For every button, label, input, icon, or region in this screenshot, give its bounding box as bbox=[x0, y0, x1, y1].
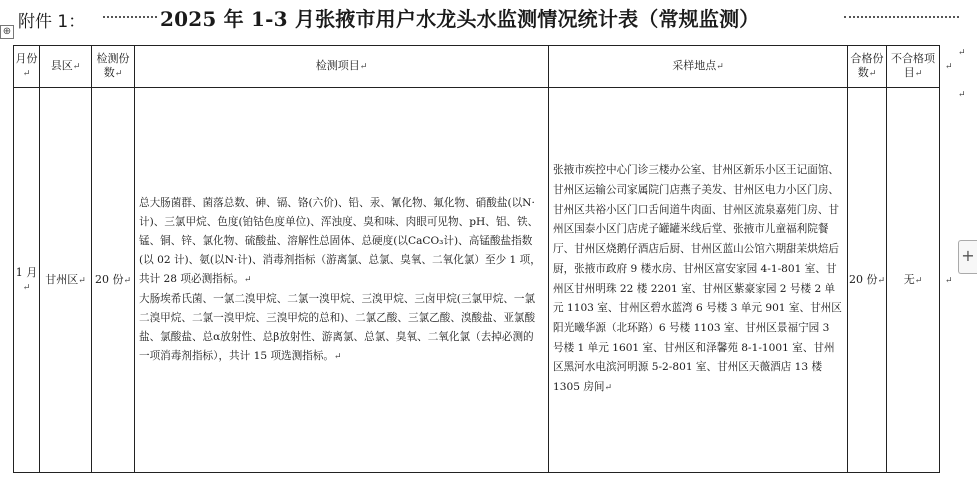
add-row-button[interactable]: + bbox=[958, 240, 977, 274]
table-row bbox=[14, 88, 958, 473]
cell-qualified-count: 20 份↵ bbox=[848, 88, 887, 473]
cell-tested-count: 20 份↵ bbox=[92, 88, 135, 473]
table-header-row bbox=[14, 46, 958, 88]
header-test-items: 检测项目↵ bbox=[135, 46, 549, 88]
paragraph-mark: ↵ bbox=[958, 48, 966, 58]
cell-test-items bbox=[135, 88, 549, 473]
header-tested-count: 检测份数↵ bbox=[92, 46, 135, 88]
row-end-mark: ↵ bbox=[940, 88, 958, 473]
optional-items-text: 大肠埃希氏菌、一氯二溴甲烷、二氯一溴甲烷、三溴甲烷、三卤甲烷(三氯甲烷、一氯二溴甲烷、二氯一溴甲烷、三溴甲烷的总和)、二氯乙酸、三氯乙酸、溴酸盐、亚氯酸盐、氯酸盐、总α放射性、总β放射性、游离氯、总氯、臭氧、二氧化氯（去掉必测的一项消毒剂指标），共计 15 项选测指标。↵ bbox=[139, 292, 536, 362]
cell-month: 1 月↵ bbox=[14, 88, 40, 473]
header-month: 月份↵ bbox=[14, 46, 40, 88]
row-end-mark: ↵ bbox=[940, 46, 958, 88]
header-district: 县区↵ bbox=[40, 46, 92, 88]
title-dots-right bbox=[844, 16, 959, 18]
statistics-table bbox=[13, 45, 958, 473]
header-sampling-sites: 采样地点↵ bbox=[549, 46, 848, 88]
cell-unqualified-items: 无↵ bbox=[887, 88, 940, 473]
table-move-handle-icon[interactable]: ⊕ bbox=[0, 25, 14, 39]
attachment-label: 附件 1： bbox=[18, 12, 86, 32]
cell-sampling-sites: 张掖市疾控中心门诊三楼办公室、甘州区新乐小区王记面馆、甘州区运输公司家属院门店燕子美发、甘州区电力小区门房、甘州区共裕小区门口舌间道牛肉面、甘州区流泉嘉苑门房、甘州区国泰小区门店虎子罐罐米线后堂、张掖市儿童福利院餐厅、甘州区烧鹅仔酒店后厨、甘州区蓝山公馆六期甜苿烘焙后厨，张掖市政府 9 楼水房、甘州区富安家园 4-1-801 室、甘州区甘州明珠 22 楼 2201 室、甘州区紫豪家园 2 号楼 2 单元 1103 室、甘州区碧水蓝湾 6 号楼 3 单元 901 室、甘州区阳光曦华源（北环路）6 号楼 1103 室、甘州区景福宁园 3 号楼 1 单元 1601 室、甘州区和泽馨苑 8-1-1001 室、甘州区黑河水电滨河明源 5-2-801 室、甘州区天薇酒店 13 楼 1305 房间↵ bbox=[549, 88, 848, 473]
paragraph-mark: ↵ bbox=[958, 90, 966, 100]
title-dots-left bbox=[103, 16, 157, 18]
title-row bbox=[2, 2, 962, 30]
header-unqualified-items: 不合格项目↵ bbox=[887, 46, 940, 88]
page-title: 2025 年 1-3 月张掖市用户水龙头水监测情况统计表（常规监测） bbox=[160, 7, 760, 31]
required-items-text: 总大肠菌群、菌落总数、砷、镉、铬(六价)、铅、汞、氰化物、氟化物、硝酸盐(以N·计)、三氯甲烷、色度(铂钴色度单位)、浑浊度、臭和味、肉眼可见物、pH、铝、铁、锰、铜、锌、氯化物、硫酸盐、溶解性总固体、总硬度(以CaCO₃计)、高锰酸盐指数(以 02 计)、氨(以N·计)、消毒剂指标（游离氯、总氯、臭氧、二氧化氯）至少 1 项，共计 28 项必测指标。↵ bbox=[139, 196, 541, 285]
cell-district: 甘州区↵ bbox=[40, 88, 92, 473]
header-qualified-count: 合格份数↵ bbox=[848, 46, 887, 88]
